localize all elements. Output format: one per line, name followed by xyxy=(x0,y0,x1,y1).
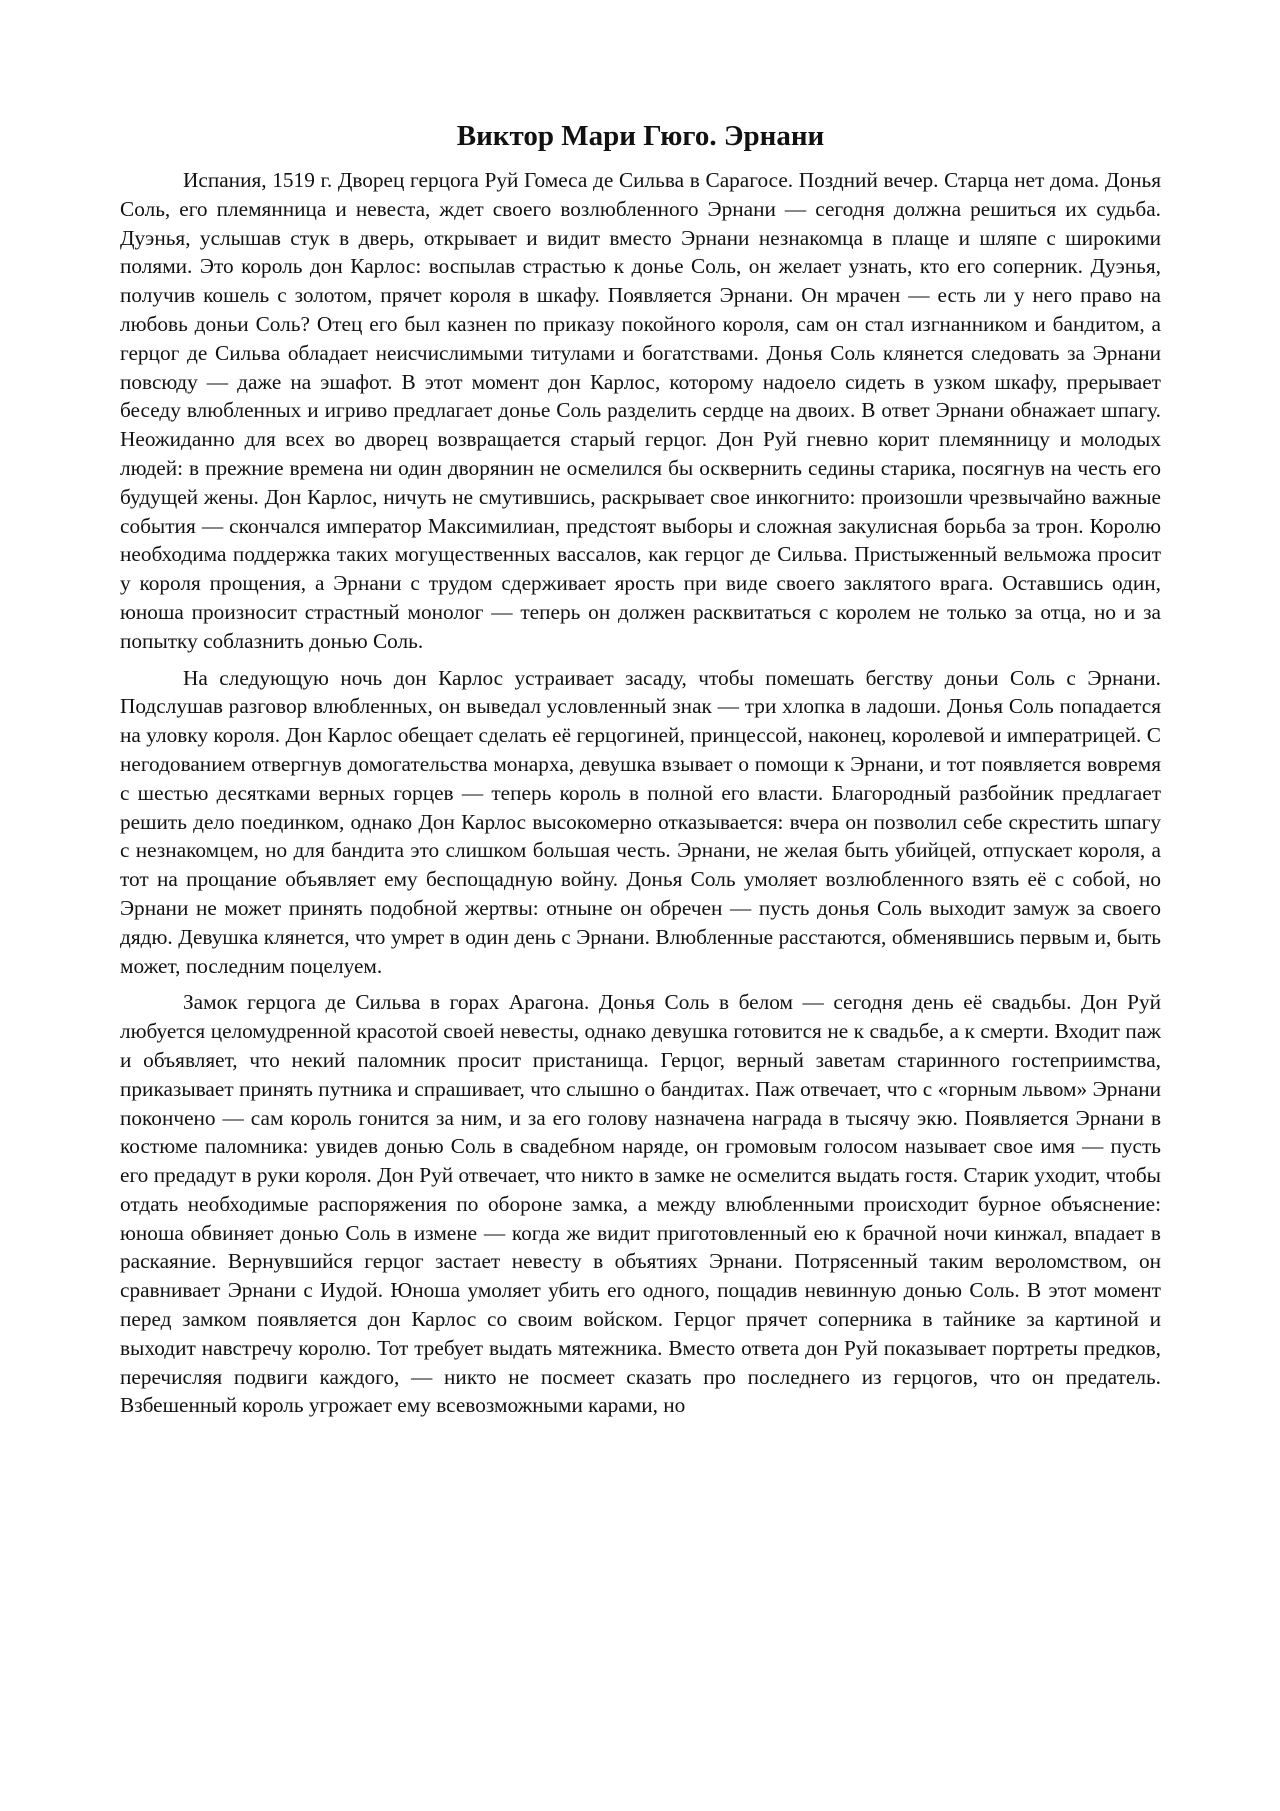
paragraph-1: Испания, 1519 г. Дворец герцога Руй Гомеса де Сильва в Сарагосе. Поздний вечер. Старца нет дома. Донья Соль, его племянница и невеста, ждет своего возлюбленного Эрнани — сегодня должна решиться их судьба. Дуэнья, услышав стук в дверь, открывает и видит вместо Эрнани незнакомца в плаще и шляпе с широкими полями. Это король дон Карлос: воспылав страстью к донье Соль, он желает узнать, кто его соперник. Дуэнья, получив кошель с золотом, прячет короля в шкафу. Появляется Эрнани. Он мрачен — есть ли у него право на любовь доньи Соль? Отец его был казнен по приказу покойного короля, сам он стал изгнанником и бандитом, а герцог де Сильва обладает неисчислимыми титулами и богатствами. Донья Соль клянется следовать за Эрнани повсюду — даже на эшафот. В этот момент дон Карлос, которому надоело сидеть в узком шкафу, прерывает беседу влюбленных и игриво предлагает донье Соль разделить сердце на двоих. В ответ Эрнани обнажает шпагу. Неожиданно для всех во дворец возвращается старый герцог. Дон Руй гневно корит племянницу и молодых людей: в прежние времена ни один дворянин не осмелился бы осквернить седины старика, посягнув на честь его будущей жены. Дон Карлос, ничуть не смутившись, раскрывает свое инкогнито: произошли чрезвычайно важные события — скончался император Максимилиан, предстоят выборы и сложная закулисная борьба за трон. Королю необходима поддержка таких могущественных вассалов, как герцог де Сильва. Пристыженный вельможа просит у короля прощения, а Эрнани с трудом сдерживает ярость при виде своего заклятого врага. Оставшись один, юноша произносит страстный монолог — теперь он должен расквитаться с королем не только за отца, но и за попытку соблазнить донью Соль. xyxy=(120,168,1161,653)
paragraph-3: Замок герцога де Сильва в горах Арагона. Донья Соль в белом — сегодня день её свадьбы. Дон Руй любуется целомудренной красотой своей невесты, однако девушка готовится не к свадьбе, а к смерти. Входит паж и объявляет, что некий паломник просит пристанища. Герцог, верный заветам старинного гостеприимства, приказывает принять путника и спрашивает, что слышно о бандитах. Паж отвечает, что с «горным львом» Эрнани покончено — сам король гонится за ним, и за его голову назначена награда в тысячу экю. Появляется Эрнани в костюме паломника: увидев донью Соль в свадебном наряде, он громовым голосом называет свое имя — пусть его предадут в руки короля. Дон Руй отвечает, что никто в замке не осмелится выдать гостя. Старик уходит, чтобы отдать необходимые распоряжения по обороне замка, а между влюбленными происходит бурное объяснение: юноша обвиняет донью Соль в измене — когда же видит приготовленный ею к брачной ночи кинжал, впадает в раскаяние. Вернувшийся герцог застает невесту в объятиях Эрнани. Потрясенный таким вероломством, он сравнивает Эрнани с Иудой. Юноша умоляет убить его одного, пощадив невинную донью Соль. В этот момент перед замком появляется дон Карлос со своим войском. Герцог прячет соперника в тайнике за картиной и выходит навстречу королю. Тот требует выдать мятежника. Вместо ответа дон Руй показывает портреты предков, перечисляя подвиги каждого, — никто не посмеет сказать про последнего из герцогов, что он предатель. Взбешенный король угрожает ему всевозможными карами, но xyxy=(120,990,1161,1418)
document-page xyxy=(120,118,1161,1428)
document-title: Виктор Мари Гюго. Эрнани xyxy=(456,120,825,152)
paragraph-2: На следующую ночь дон Карлос устраивает засаду, чтобы помешать бегству доньи Соль с Эрнани. Подслушав разговор влюбленных, он выведал условленный знак — три хлопка в ладоши. Донья Соль попадается на уловку короля. Дон Карлос обещает сделать её герцогиней, принцессой, наконец, королевой и императрицей. С негодованием отвергнув домогательства монарха, девушка взывает о помощи к Эрнани, и тот появляется вовремя с шестью десятками верных горцев — теперь король в полной его власти. Благородный разбойник предлагает решить дело поединком, однако Дон Карлос высокомерно отказывается: вчера он позволил себе скрестить шпагу с незнакомцем, но для бандита это слишком большая честь. Эрнани, не желая быть убийцей, отпускает короля, а тот на прощание объявляет ему беспощадную войну. Донья Соль умоляет возлюбленного взять её с собой, но Эрнани не может принять подобной жертвы: отныне он обречен — пусть донья Соль выходит замуж за своего дядю. Девушка клянется, что умрет в один день с Эрнани. Влюбленные расстаются, обменявшись первым и, быть может, последним поцелуем. xyxy=(120,665,1161,978)
